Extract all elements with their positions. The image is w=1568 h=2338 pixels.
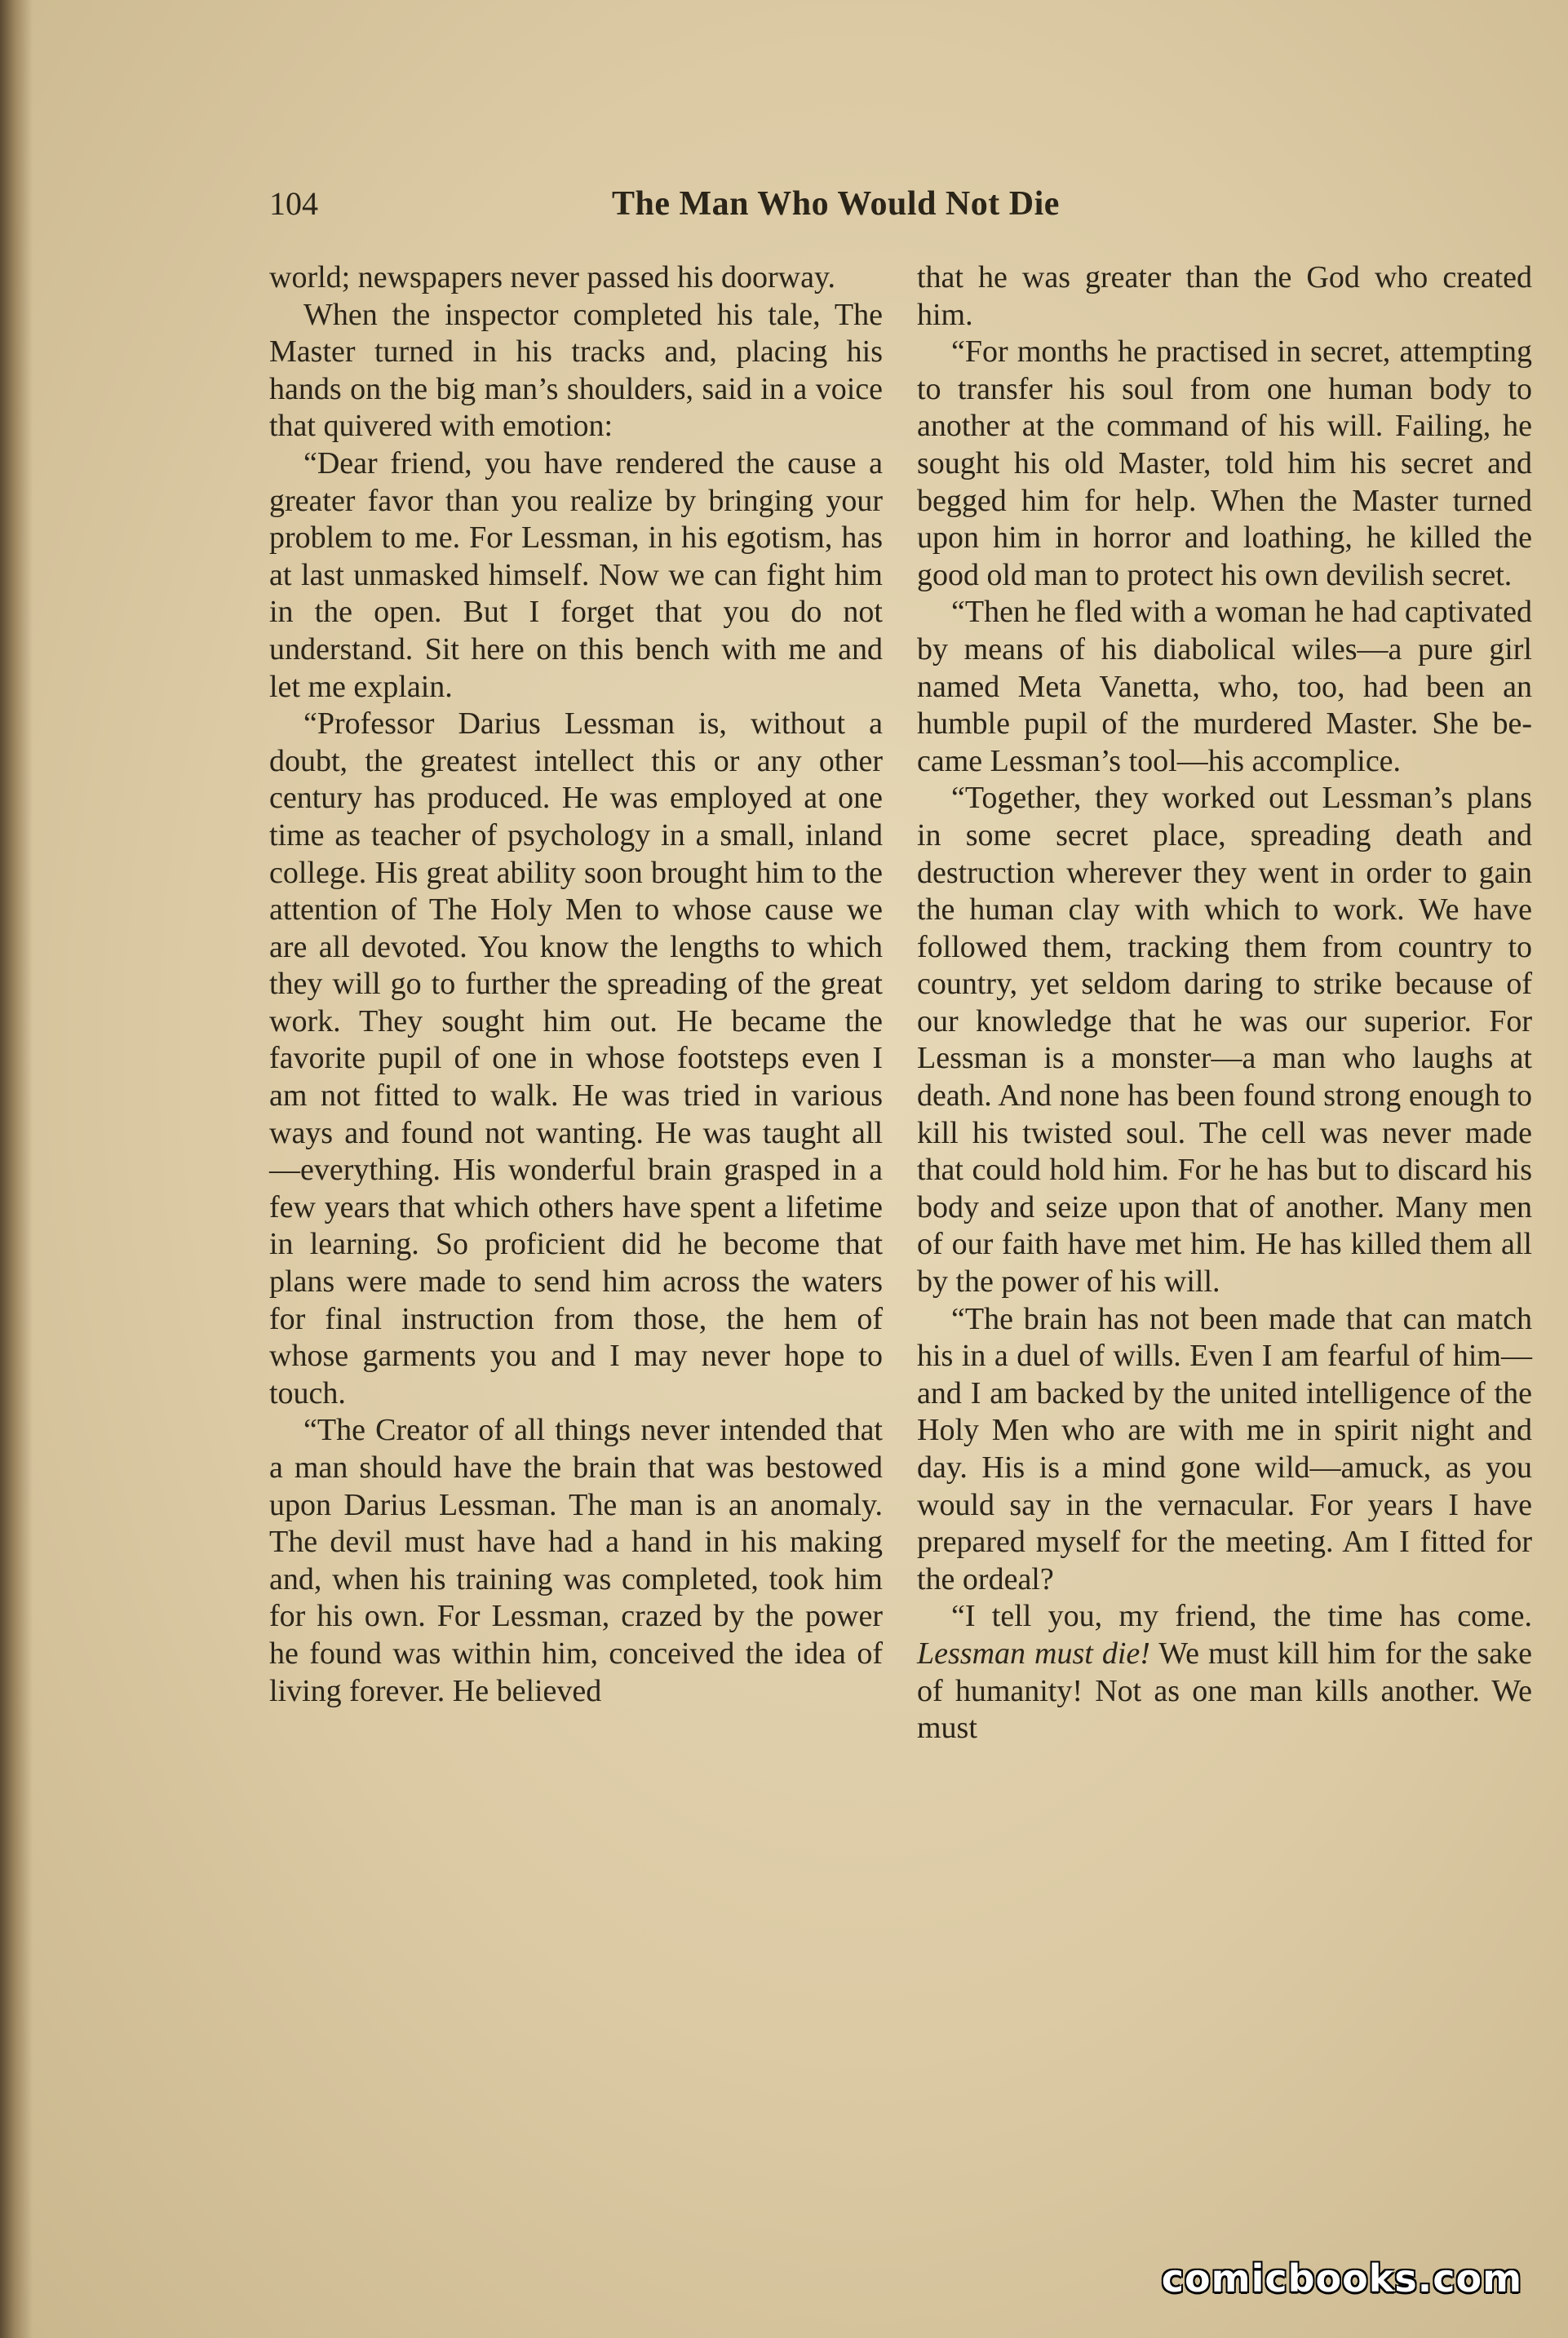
paragraph: “Then he fled with a woman he had captivated by means of his diabolical wiles—a pure girl named Meta Vanetta, who, too, had been an humble pupil of the murdered Master. She became Lessman’s tool—his accomplice. [917,595,1532,778]
emphasized-text: Lessman must die! [917,1636,1150,1671]
right-column [917,259,1532,1747]
running-title: The Man Who Would Not Die [612,185,1060,223]
page-number: 104 [269,185,318,222]
site-watermark: comicbooks.com [1161,2256,1522,2300]
paragraph: “Dear friend, you have rendered the cause a greater favor than you realize by bringing your problem to me. For Lessman, in his egotism, has at last unmasked himself. Now we can fight him in the open. But I forget that you do not understand. Sit here on this bench with me and let me explain. [269,445,883,704]
paragraph: “Professor Darius Lessman is, without a doubt, the greatest intellect this or any other century has produced. He was employed at one time as teacher of psychology in a small, inland college. His great ability soon brought him to the attention of The Holy Men to whose cause we are all devoted. You know the lengths to which they will go to further the spreading of the great work. They sought him out. He became the favorite pupil of one in whose footsteps even I am not fitted to walk. He was tried in various ways and found not wanting. He was taught all—everything. His wonderful brain grasped in a few years that which others have spent a lifetime in learning. So proficient did he become that plans were made to send him across the waters for final instruction from those, the hem of whose garments you and I may never hope to touch. [269,706,883,1410]
page-header [269,181,1526,230]
page-spine-shadow [0,0,33,2338]
paragraph: world; newspapers never passed his doorway. [269,260,836,294]
paragraph: When the inspector completed his tale, The Master turned in his tracks and, placing his hands on the big man’s shoulders, said in a voice that quivered with emotion: [269,297,883,444]
paragraph [917,1598,1532,1747]
paragraph: “The Creator of all things never intended that a man should have the brain that was bestowed upon Darius Lessman. The man is an anomaly. The devil must have had a hand in his making and, when his training was completed, took him for his own. For Lessman, crazed by the power he found was within him, conceived the idea of living forever. He believed [269,1413,883,1708]
paragraph-text: “I tell you, my friend, the time has come. [951,1599,1532,1634]
paragraph: “Together, they worked out Lessman’s plans in some secret place, spreading death and destruction wherever they went in order to gain the human clay with which to work. We have followed them, tracking them from country to country, yet seldom daring to strike because of our knowledge that he was our superior. For Lessman is a monster—a man who laughs at death. And none has been found strong enough to kill his twisted soul. The cell was never made that could hold him. For he has but to discard his body and seize upon that of another. Many men of our faith have met him. He has killed them all by the power of his will. [917,781,1532,1300]
paragraph: “For months he practised in secret, attempting to transfer his soul from one human body to another at the command of his will. Failing, he sought his old Master, told him his secret and begged him for help. When the Master turned upon him in horror and loathing, he killed the good old man to protect his own devilish secret. [917,334,1532,592]
paragraph: that he was greater than the God who created him. [917,260,1532,332]
paragraph: “The brain has not been made that can match his in a duel of wills. Even I am fearful of him—and I am backed by the united intelligence of the Holy Men who are with me in spirit night and day. His is a mind gone wild—amuck, as you would say in the vernacular. For years I have prepared myself for the meeting. Am I fitted for the ordeal? [917,1301,1532,1596]
left-column [269,259,883,1710]
paragraph-text: We must kill him for the sake of humanity! Not as one man kills another. We must [917,1636,1532,1746]
